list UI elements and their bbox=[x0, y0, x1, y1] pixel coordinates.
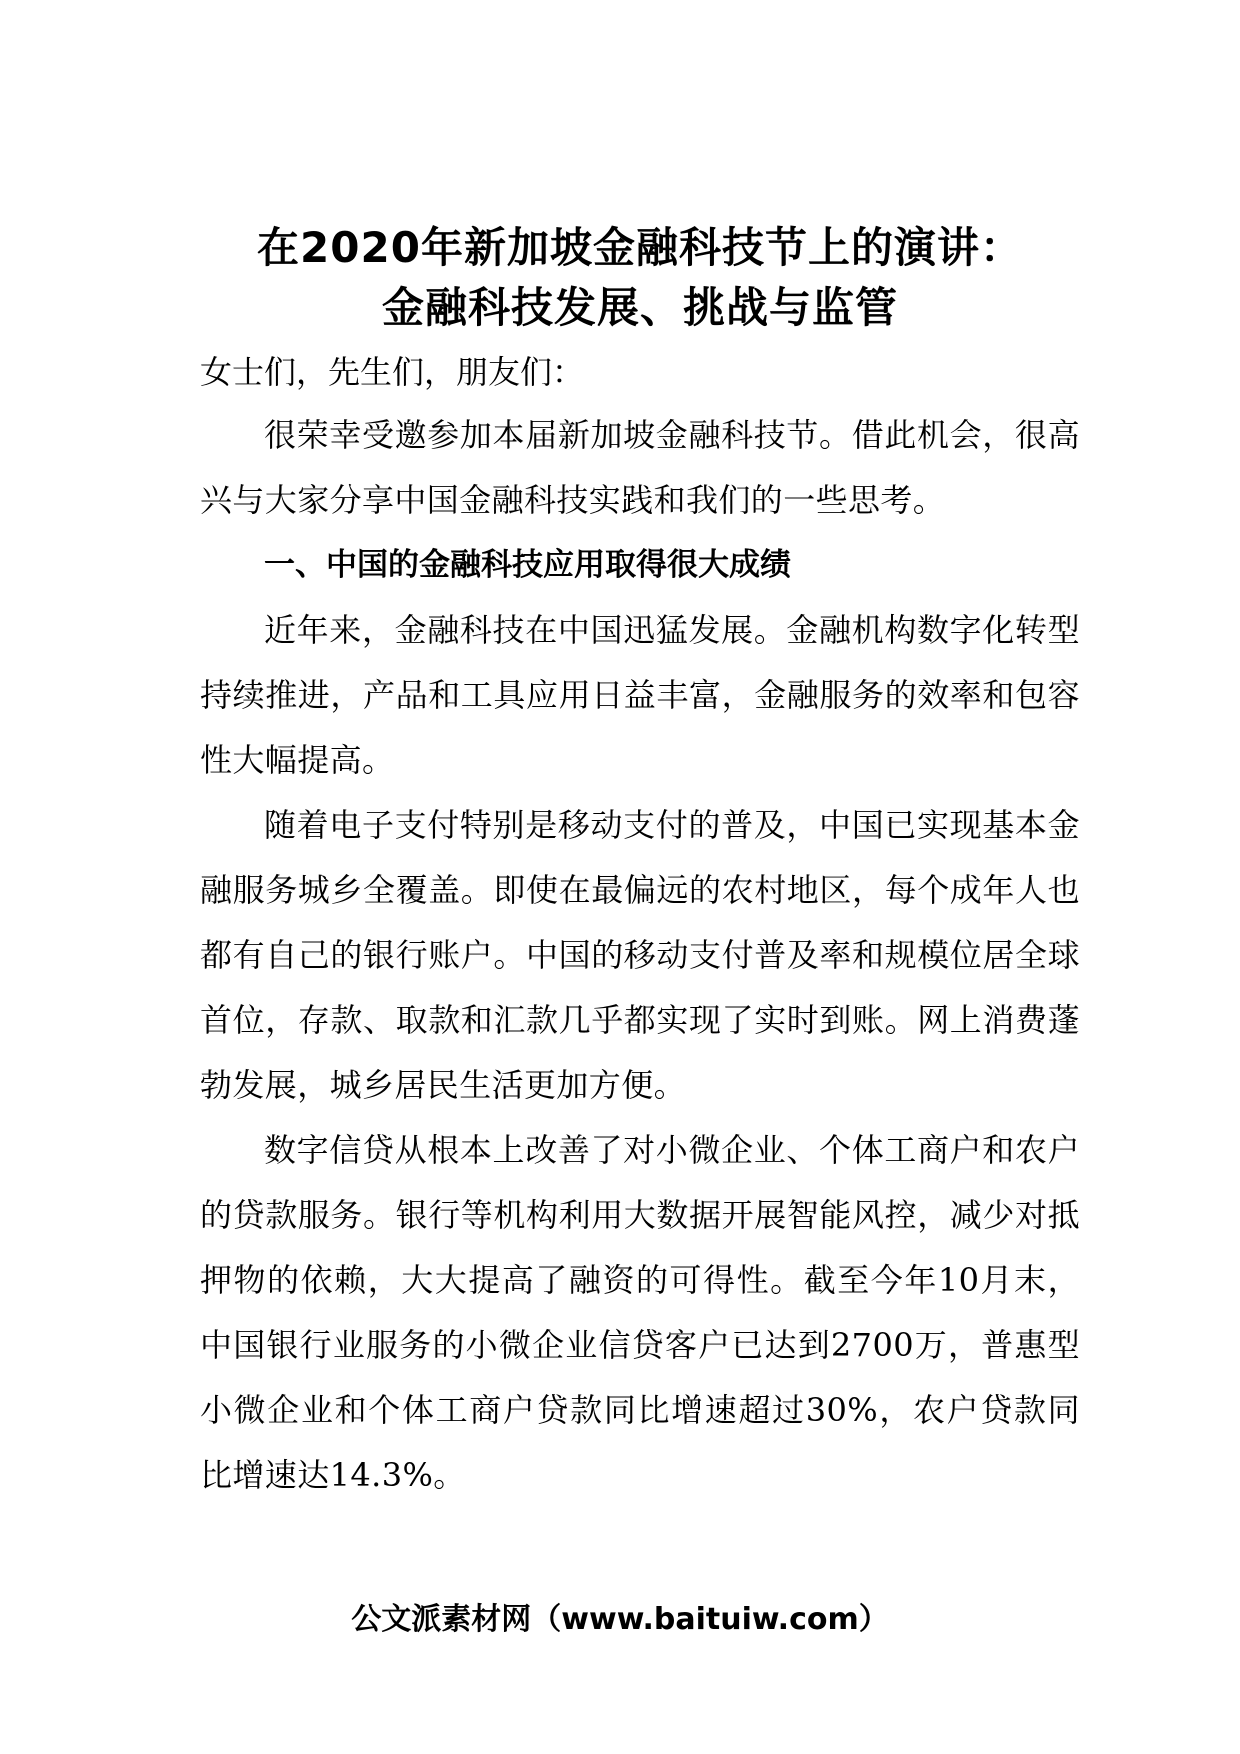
paragraph-mobile-payment: 随着电子支付特别是移动支付的普及，中国已实现基本金融服务城乡全覆盖。即使在最偏远的农村地区，每个成年人也都有自己的银行账户。中国的移动支付普及率和规模位居全球首位，存款、取款和汇款几乎都实现了实时到账。网上消费蓬勃发展，城乡居民生活更加方便。 bbox=[200, 806, 1080, 1104]
title-line-2: 金融科技发展、挑战与监管 bbox=[381, 283, 898, 332]
footer-source: 公文派素材网（www.baituiw.com） bbox=[351, 1602, 889, 1637]
document-body bbox=[200, 218, 1080, 1508]
title-line-1: 在2020年新加坡金融科技节上的演讲： bbox=[257, 223, 1023, 272]
paragraph-digital-credit: 数字信贷从根本上改善了对小微企业、个体工商户和农户的贷款服务。银行等机构利用大数据开展智能风控，减少对抵押物的依赖，大大提高了融资的可得性。截至今年10月末，中国银行业服务的小微企业信贷客户已达到2700万，普惠型小微企业和个体工商户贷款同比增速超过30%，农户贷款同比增速达14.3%。 bbox=[200, 1131, 1080, 1494]
paragraph-fintech-development: 近年来，金融科技在中国迅猛发展。金融机构数字化转型持续推进，产品和工具应用日益丰富，金融服务的效率和包容性大幅提高。 bbox=[200, 611, 1080, 779]
paragraph-intro: 很荣幸受邀参加本届新加坡金融科技节。借此机会，很高兴与大家分享中国金融科技实践和我们的一些思考。 bbox=[200, 416, 1080, 519]
document-title bbox=[200, 218, 1080, 338]
greeting: 女士们，先生们，朋友们： bbox=[200, 353, 585, 391]
section-1-heading: 一、中国的金融科技应用取得很大成绩 bbox=[264, 547, 791, 583]
